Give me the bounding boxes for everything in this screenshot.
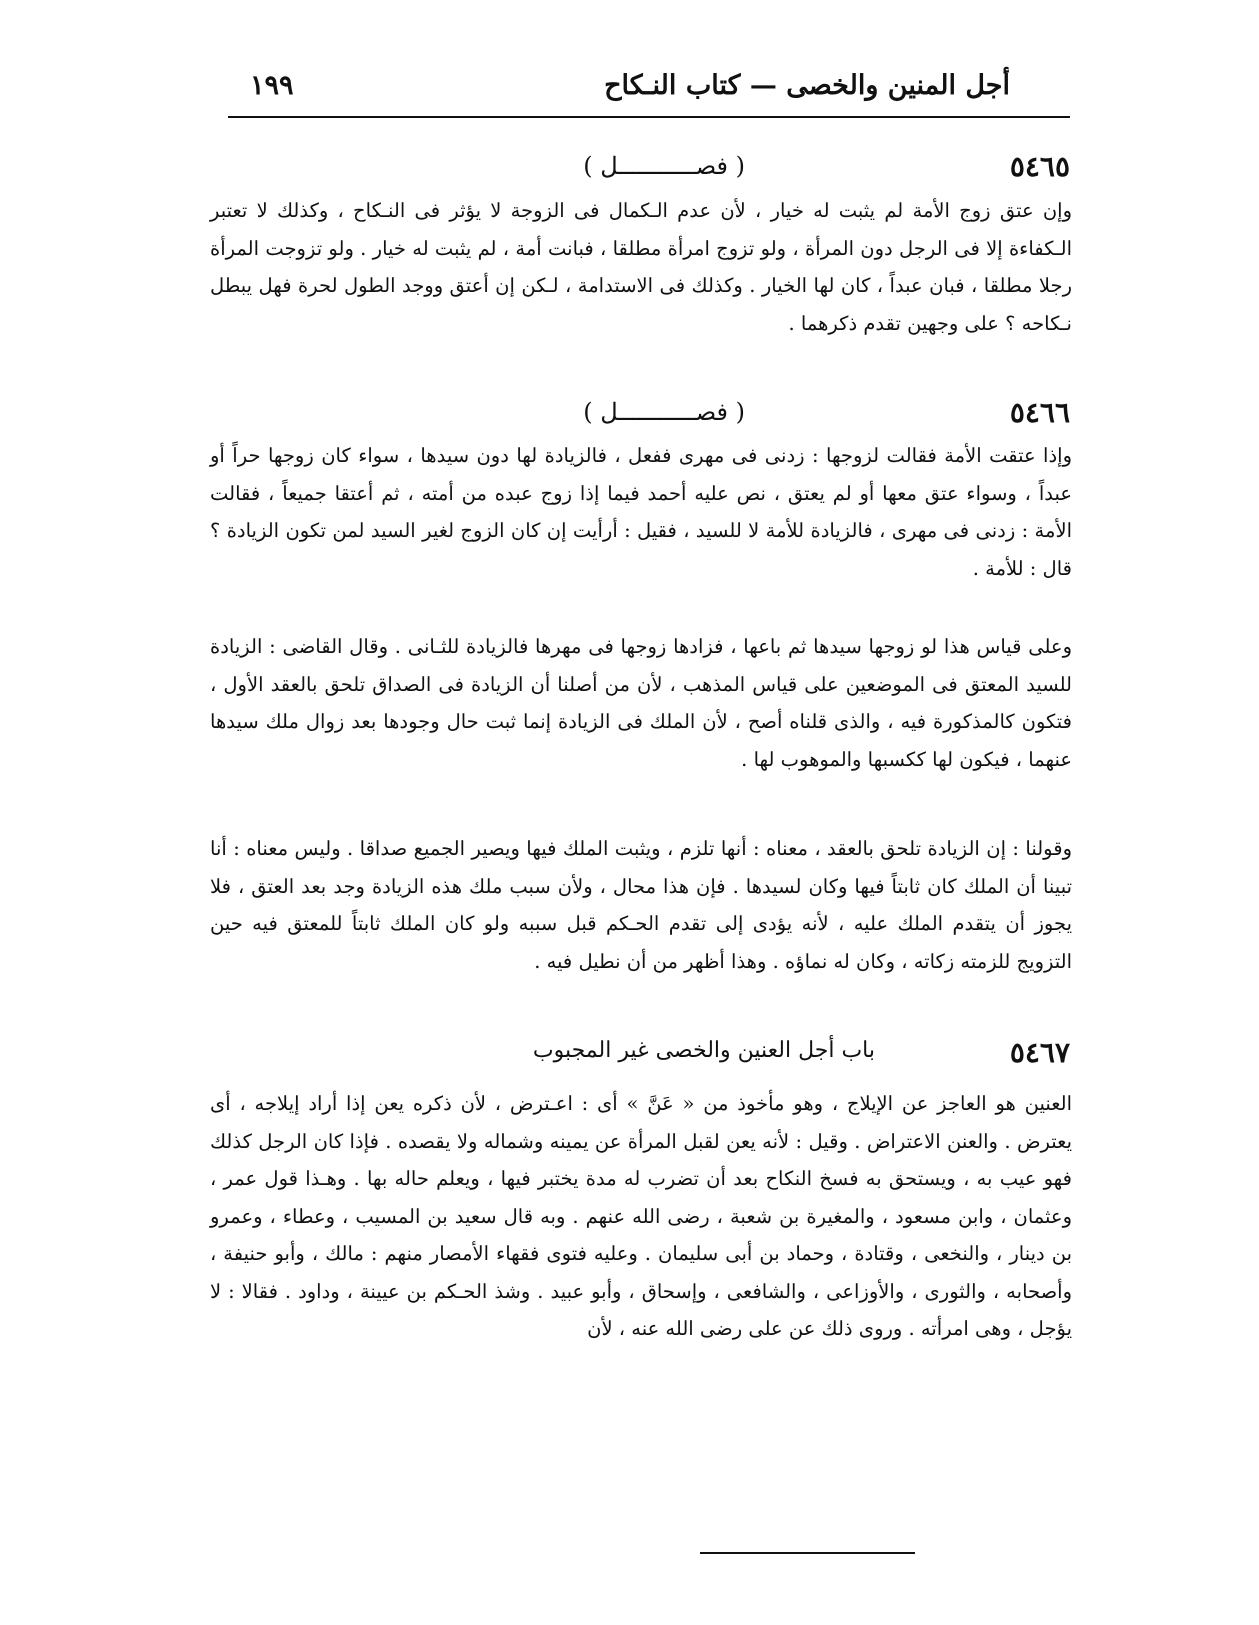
paragraph: وعلى قياس هذا لو زوجها سيدها ثم باعها ، فزادها زوجها فى مهرها فالزيادة للثـانى . وقال القاضى : الزيادة للسيد المعتق فى الموضعين على قياس المذهب ، لأن من أصلنا أن الزيادة فى الصداق تلحق بالعقد الأول ، فتكون كالمذكورة فيه ، والذى قلناه أصح ، لأن الملك فى الزيادة إنما ثبت حال وجودها بعد زوال ملك سيدها عنهما ، فيكون لها ككسبها والموهوب لها . <box>210 635 1072 771</box>
paragraph: وإذا عتقت الأمة فقالت لزوجها : زدنى فى مهرى ففعل ، فالزيادة لها دون سيدها ، سواء كان زوجها حراً أو عبداً ، وسواء عتق معها أو لم يعتق ، نص عليه أحمد فيما إذا زوج عبده من أمته ، ثم أعتقا جميعاً ، فقالت الأمة : زدنى فى مهرى ، فالزيادة للأمة لا للسيد ، فقيل : أرأيت إن كان الزوج لغير السيد لمن تكون الزيادة ؟ قال : للأمة . <box>210 444 1072 580</box>
section-title: ( فصـــــــــــل ) <box>583 398 745 426</box>
section-heading <box>210 396 1070 436</box>
section-title: ( فصـــــــــــل ) <box>583 152 745 180</box>
running-title: أجل المنين والخصى — كتاب النـكاح <box>604 70 1010 101</box>
section-number: ٥٤٦٥ <box>1009 150 1070 183</box>
section-heading <box>210 1036 1070 1076</box>
chapter-title: باب أجل العنين والخصى غير المجبوب <box>532 1038 875 1063</box>
paragraph: وإن عتق زوج الأمة لم يثبت له خيار ، لأن عدم الـكمال فى الزوجة لا يؤثر فى النـكاح ، وكذلك لا تعتبر الـكفاءة إلا فى الرجل دون المرأة ، ولو تزوج امرأة مطلقا ، فبانت أمة ، لم يثبت له خيار . ولو تزوجت المرأة رجلا مطلقا ، فبان عبداً ، كان لها الخيار . وكذلك فى الاستدامة ، لـكن إن أعتق ووجد الطول لحرة فهل يبطل نـكاحه ؟ على وجهين تقدم ذكرهما . <box>210 199 1072 335</box>
paragraph: وقولنا : إن الزيادة تلحق بالعقد ، معناه : أنها تلزم ، ويثبت الملك فيها ويصير الجميع صداقا . وليس معناه : أنا تبينا أن الملك كان ثابتاً فيها وكان لسيدها . فإن هذا محال ، ولأن سبب ملك هذه الزيادة وجد بعد العتق ، فلا يجوز أن يتقدم الملك عليه ، لأنه يؤدى إلى تقدم الحـكم قبل سببه ولو كان الملك ثابتاً للمعتق فيه حين التزويج للزمته زكاته ، وكان له نماؤه . وهذا أظهر من أن نطيل فيه . <box>210 837 1072 973</box>
section-number: ٥٤٦٧ <box>1009 1036 1070 1069</box>
header-divider <box>228 116 1070 118</box>
section-heading <box>210 150 1070 190</box>
footnote-divider <box>700 1552 915 1554</box>
running-header <box>230 62 1070 112</box>
section-number: ٥٤٦٦ <box>1009 396 1070 429</box>
page-number: ١٩٩ <box>250 70 294 101</box>
paragraph: العنين هو العاجز عن الإيلاج ، وهو مأخوذ من « عَنَّ » أى : اعـترض ، لأن ذكره يعن إذا أراد إيلاجه ، أى يعترض . والعنن الاعتراض . وقيل : لأنه يعن لقبل المرأة عن يمينه وشماله ولا يقصده . فإذا كان الرجل كذلك فهو عيب به ، ويستحق به فسخ النكاح بعد أن تضرب له مدة يختبر فيها ، ويعلم حاله بها . وهـذا قول عمر ، وعثمان ، وابن مسعود ، والمغيرة بن شعبة ، رضى الله عنهم . وبه قال سعيد بن المسيب ، وعطاء ، وعمرو بن دينار ، والنخعى ، وقتادة ، وحماد بن أبى سليمان . وعليه فتوى فقهاء الأمصار منهم : مالك ، وأبو حنيفة ، وأصحابه ، والثورى ، والأوزاعى ، والشافعى ، وإسحاق ، وأبو عبيد . وشذ الحـكم بن عيينة ، وداود . فقالا : لا يؤجل ، وهى امرأته . وروى ذلك عن على رضى الله عنه ، لأن <box>210 1092 1072 1340</box>
